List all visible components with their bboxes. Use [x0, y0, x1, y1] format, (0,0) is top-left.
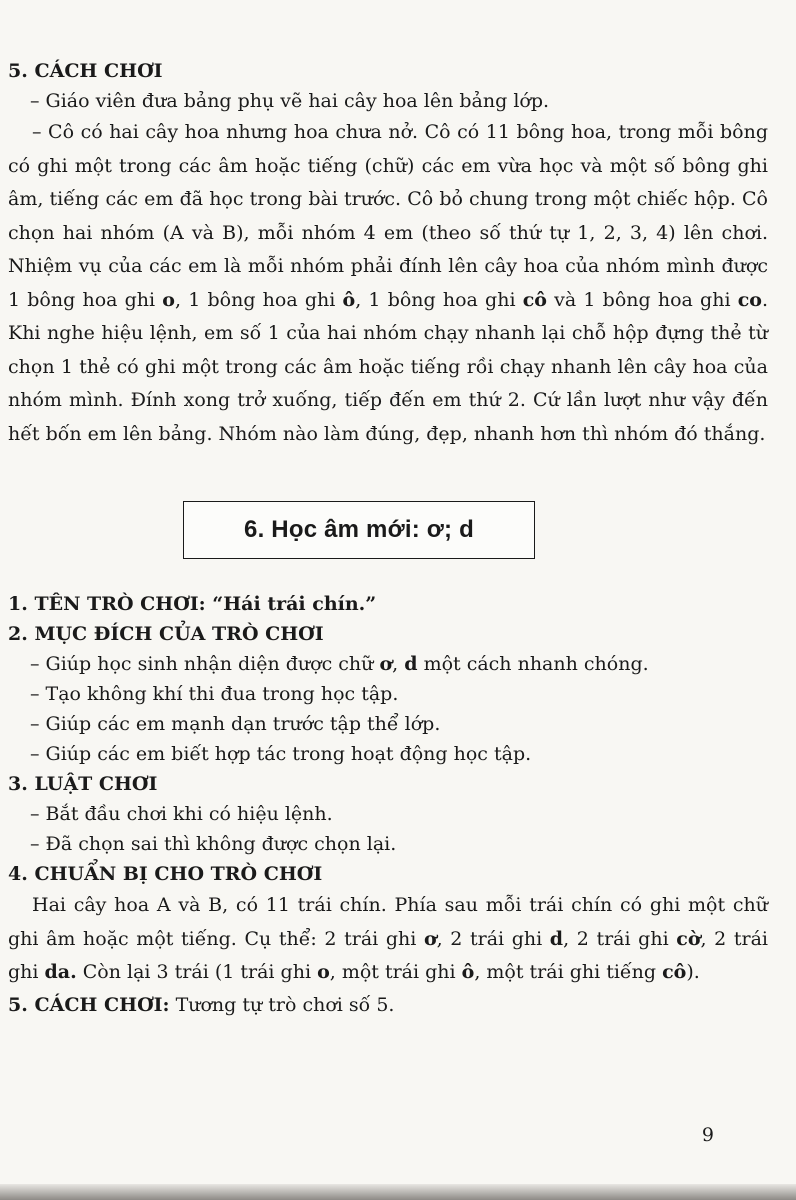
lesson-title-box [183, 501, 535, 559]
paragraph [8, 116, 768, 451]
bold-text: d [549, 927, 564, 950]
bold-text: ô [342, 288, 356, 311]
prep-heading: 4. CHUẨN BỊ CHO TRÒ CHƠI [8, 863, 323, 885]
play-heading [8, 990, 768, 1020]
bold-text: o [317, 961, 330, 983]
rules-heading: 3. LUẬT CHƠI [8, 773, 158, 795]
text: Còn lại 3 trái (1 trái ghi [76, 961, 318, 983]
bold-text: co [737, 288, 762, 311]
section-5-cach-choi [8, 56, 768, 451]
text: – Giúp học sinh nhận diện được chữ [30, 653, 380, 675]
text: , 2 trái ghi [563, 927, 677, 950]
lesson-title: 6. Học âm mới: ơ; d [244, 516, 474, 543]
text: một cách nhanh chóng. [417, 653, 649, 675]
bullet-item: – Bắt đầu chơi khi có hiệu lệnh. [30, 803, 333, 825]
bullet-item: – Giáo viên đưa bảng phụ vẽ hai cây hoa lên bảng lớp. [30, 90, 550, 112]
text: Hai cây hoa A và B, có 11 trái chín. Phía sau mỗi trái chín có ghi một chữ ghi âm hoặc một tiếng. Cụ thể: 2 trái ghi [8, 894, 768, 950]
text: – Cô có hai cây hoa nhưng hoa chưa nở. Cô có 11 bông hoa, trong mỗi bông có ghi một trong các âm hoặc tiếng (chữ) các em vừa học và một số bông ghi âm, tiếng các em đã học trong bài trước. Cô bỏ chung trong một chiếc hộp. Cô chọn hai nhóm (A và B), mỗi nhóm 4 em (theo số thứ tự 1, 2, 3, 4) lên chơi. Nhiệm vụ của các em là mỗi nhóm phải đính lên cây hoa của nhóm mình được 1 bông hoa ghi [8, 121, 768, 311]
text: , 1 bông hoa ghi [174, 288, 343, 311]
heading-label: 5. CÁCH CHƠI: [8, 993, 170, 1016]
text: , 2 trái ghi [8, 927, 768, 983]
bullet-item: – Tạo không khí thi đua trong học tập. [30, 683, 399, 705]
text: , một trái ghi [329, 961, 462, 983]
bold-text: ơ [423, 927, 437, 950]
bold-text: o [162, 288, 175, 311]
bold-text: d [404, 653, 418, 675]
heading-label: 1. TÊN TRÒ CHƠI: [8, 593, 213, 615]
text: , [392, 653, 405, 675]
bold-text: cô [522, 288, 547, 311]
text: , một trái ghi tiếng [474, 961, 663, 983]
text: , 2 trái ghi [436, 927, 550, 950]
page-number: 9 [701, 1124, 714, 1146]
bold-text: da. [44, 961, 77, 983]
bold-text: cờ [676, 927, 701, 950]
text: Tương tự trò chơi số 5. [169, 993, 395, 1016]
bold-text: ơ [379, 653, 393, 675]
purpose-heading: 2. MỤC ĐÍCH CỦA TRÒ CHƠI [8, 623, 324, 645]
bullet-item: – Giúp các em biết hợp tác trong hoạt động học tập. [30, 743, 532, 765]
game-section [8, 589, 768, 1020]
bullet-item: – Giúp các em mạnh dạn trước tập thể lớp. [30, 713, 441, 735]
text: và 1 bông hoa ghi [546, 288, 738, 311]
text: . Khi nghe hiệu lệnh, em số 1 của hai nhóm chạy nhanh lại chỗ hộp đựng thẻ từ chọn 1 thẻ có ghi một trong các âm hoặc tiếng rồi chạy nhanh lên cây hoa của nhóm mình. Đính xong trở xuống, tiếp đến em thứ 2. Cứ lần lượt như vậy đến hết bốn em lên bảng. Nhóm nào làm đúng, đẹp, nhanh hơn thì nhóm đó thắng. [8, 288, 769, 445]
page-edge-shadow [0, 1184, 796, 1200]
text: ). [686, 961, 700, 983]
game-name-heading [8, 589, 768, 619]
paragraph [8, 889, 768, 990]
bullet-item: – Đã chọn sai thì không được chọn lại. [30, 833, 397, 855]
text: , 1 bông hoa ghi [355, 288, 523, 311]
game-name: “Hái trái chín.” [212, 593, 377, 615]
bold-text: ô [461, 961, 475, 983]
bold-text: cô [662, 961, 687, 983]
bullet-item [8, 649, 768, 679]
section-heading: 5. CÁCH CHƠI [8, 60, 163, 82]
